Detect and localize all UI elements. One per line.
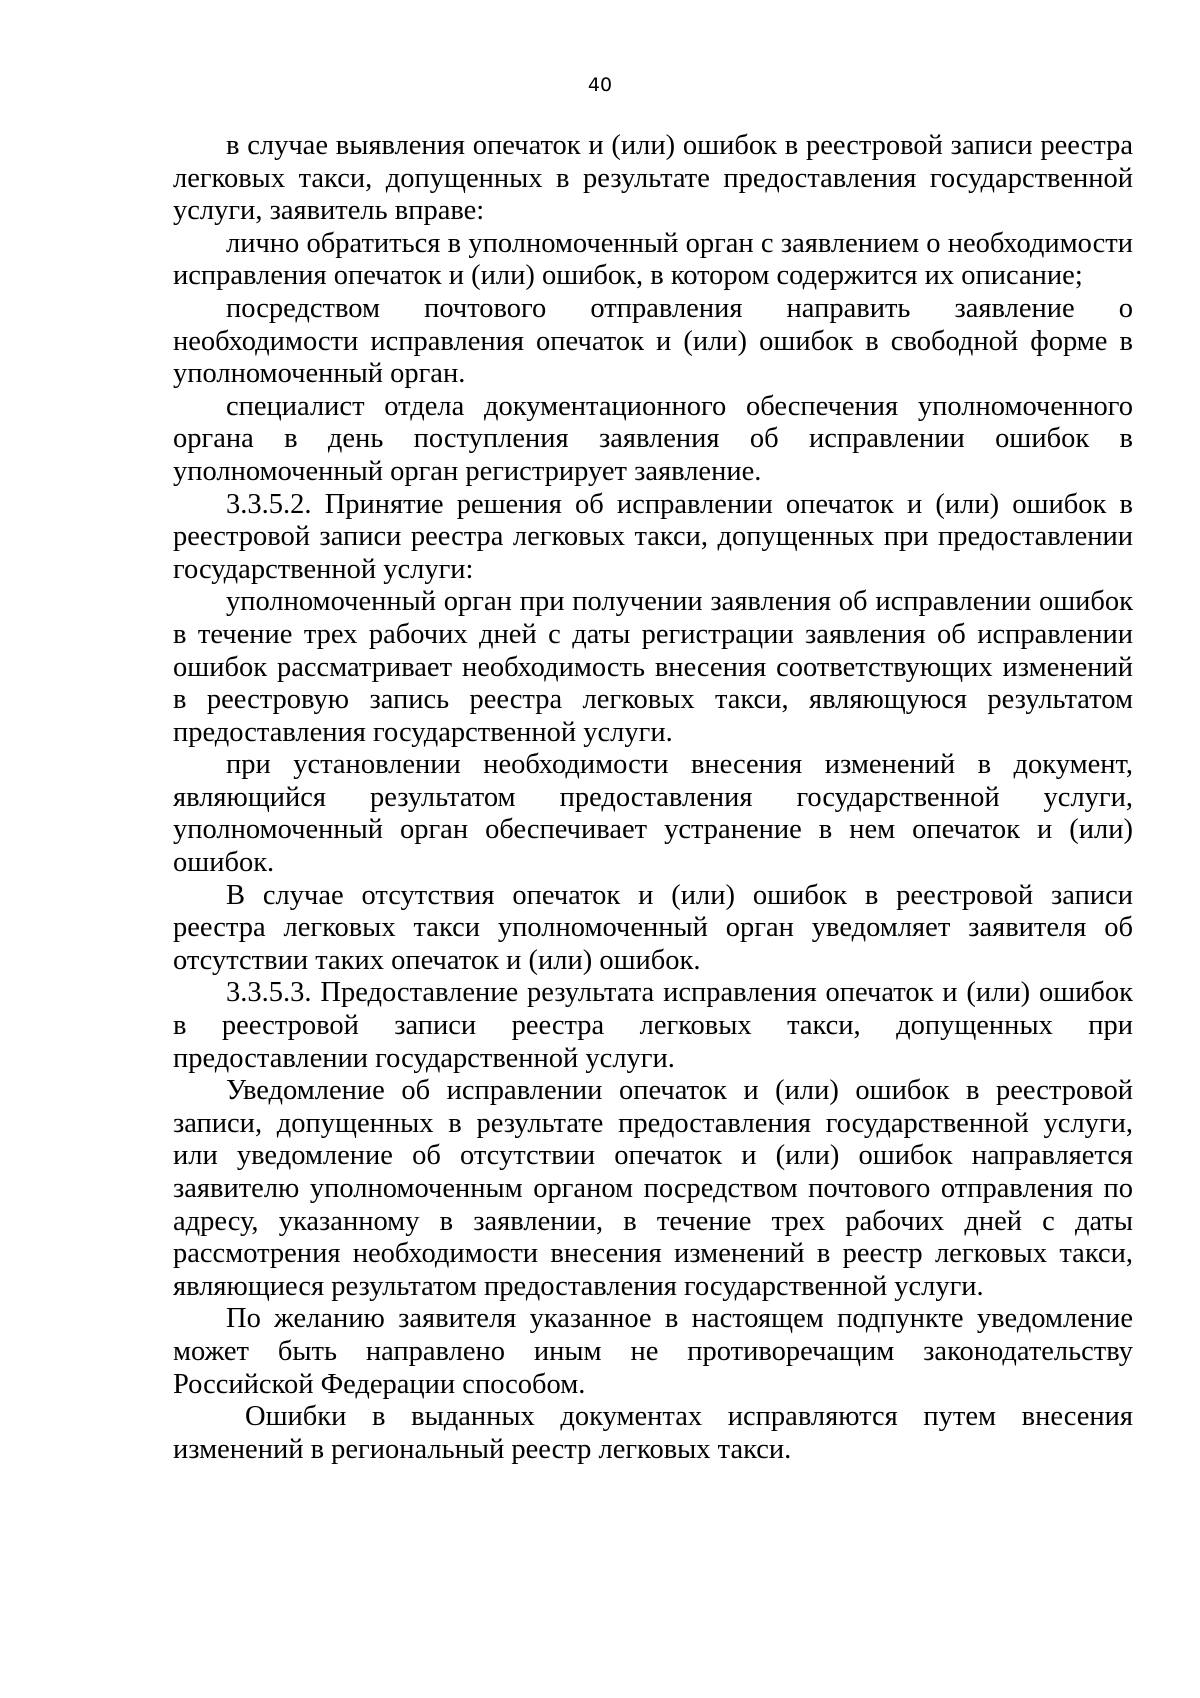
paragraph-postal-appeal: посредством почтового отправления направить заявление о необходимости исправления опечаток и (или) ошибок в свободной форме в уполномоченный орган. bbox=[173, 292, 1133, 390]
paragraph-typo-cases: в случае выявления опечаток и (или) ошибок в реестровой записи реестра легковых такси, допущенных в результате предоставления государственной услуги, заявитель вправе: bbox=[173, 130, 1133, 227]
paragraph-section-3-3-5-3: 3.3.5.3. Предоставление результата исправления опечаток и (или) ошибок в реестровой записи реестра легковых такси, допущенных при предоставлении государственной услуги. bbox=[173, 977, 1133, 1074]
paragraph-correction: при установлении необходимости внесения изменений в документ, являющийся результатом предоставления государственной услуги, уполномоченный орган обеспечивает устранение в нем опечаток и (или) ошибок. bbox=[173, 749, 1133, 879]
document-body bbox=[173, 130, 1133, 1466]
paragraph-review-period: уполномоченный орган при получении заявления об исправлении ошибок в течение трех рабочих дней с даты регистрации заявления об исправлении ошибок рассматривает необходимость внесения соответствующих изменений в реестровую запись реестра легковых такси, являющуюся результатом предоставления государственной услуги. bbox=[173, 586, 1133, 748]
page-number: 40 bbox=[587, 74, 613, 96]
paragraph-registration: специалист отдела документационного обеспечения уполномоченного органа в день поступления заявления об исправлении ошибок в уполномоченный орган регистрирует заявление. bbox=[173, 390, 1133, 487]
paragraph-personal-appeal: лично обратиться в уполномоченный орган с заявлением о необходимости исправления опечаток и (или) ошибок, в котором содержится их описание; bbox=[173, 227, 1133, 292]
paragraph-register-changes: Ошибки в выданных документах исправляются путем внесения изменений в региональный реестр легковых такси. bbox=[173, 1401, 1133, 1465]
paragraph-section-3-3-5-2: 3.3.5.2. Принятие решения об исправлении опечаток и (или) ошибок в реестровой записи реестра легковых такси, допущенных при предоставлении государственной услуги: bbox=[173, 488, 1133, 585]
paragraph-no-errors: В случае отсутствия опечаток и (или) ошибок в реестровой записи реестра легковых такси уполномоченный орган уведомляет заявителя об отсутствии таких опечаток и (или) ошибок. bbox=[173, 879, 1133, 976]
paragraph-alternative-delivery: По желанию заявителя указанное в настоящем подпункте уведомление может быть направлено иным не противоречащим законодательству Российской Федерации способом. bbox=[173, 1303, 1133, 1400]
paragraph-notification: Уведомление об исправлении опечаток и (или) ошибок в реестровой записи, допущенных в результате предоставления государственной услуги, или уведомление об отсутствии опечаток и (или) ошибок направляется заявителю уполномоченным органом посредством почтового отправления по адресу, указанному в заявлении, в течение трех рабочих дней с даты рассмотрения необходимости внесения изменений в реестр легковых такси, являющиеся результатом предоставления государственной услуги. bbox=[173, 1075, 1133, 1302]
